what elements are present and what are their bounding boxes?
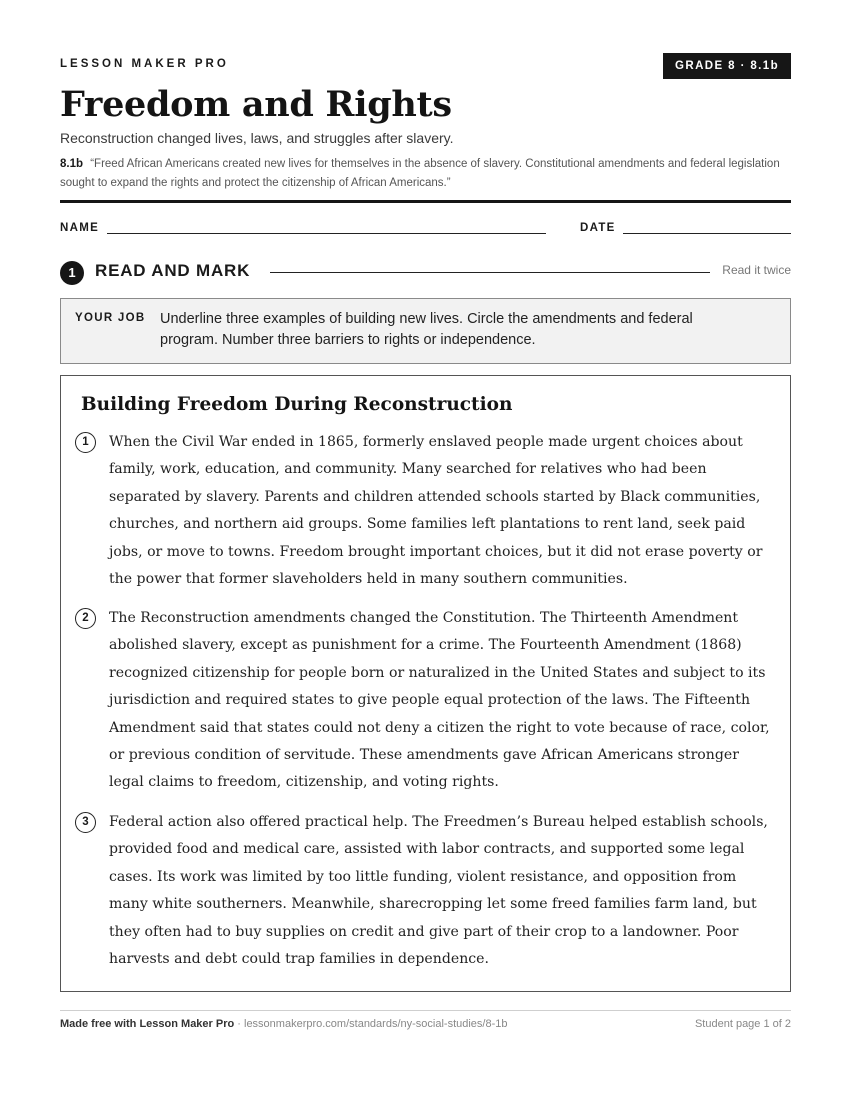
section-number-badge: 1: [60, 261, 84, 285]
paragraph-number: 2: [75, 608, 96, 629]
reading-title: Building Freedom During Reconstruction: [81, 394, 513, 415]
instructions-text: Underline three examples of building new lives. Circle the amendments and federal program. Number three barriers to rights or independence.: [160, 311, 693, 348]
reading-passage: [60, 375, 791, 992]
header-divider: [60, 200, 791, 203]
instructions-label: YOUR JOB: [75, 312, 146, 324]
paragraph-text[interactable]: Federal action also offered practical help. The Freedmen’s Bureau helped establish schools, provided food and medical care, assisted with labor contracts, and supported some legal cases. Its work was limited by too little funding, violent resistance, and opposition from many white southerners. Meanwhile, sharecropping let some freed families farm land, but they often had to buy supplies on credit and give part of their crop to a landowner. Poor harvests and debt could trap families in dependence.: [109, 814, 768, 968]
section-divider: [270, 272, 710, 273]
standard-statement: [60, 155, 791, 192]
paragraph-number: 3: [75, 812, 96, 833]
paragraph-number: 1: [75, 432, 96, 453]
paragraph-text[interactable]: When the Civil War ended in 1865, formerly enslaved people made urgent choices about family, work, education, and community. Many searched for relatives who had been separated by slavery. Parents and children attended schools started by Black communities, churches, and northern aid groups. Some families left plantations to rent land, seek paid jobs, or move to towns. Freedom brought important choices, but it did not erase poverty or the power that former slaveholders held in many southern communities.: [109, 434, 763, 588]
date-label: DATE: [580, 222, 616, 234]
standard-text: “Freed African Americans created new lives for themselves in the absence of slavery. Constitutional amendments and federal legislation sought to expand the rights and protect the citizenship of African Americans.”: [60, 158, 780, 189]
grade-badge: GRADE 8 · 8.1b: [663, 53, 791, 79]
footer-divider: [60, 1010, 791, 1011]
section-title: READ AND MARK: [95, 261, 251, 280]
date-field[interactable]: [623, 233, 791, 234]
page-title: Freedom and Rights: [60, 84, 452, 125]
name-label: NAME: [60, 222, 100, 234]
section-note: Read it twice: [722, 263, 791, 277]
footer-url[interactable]: · lessonmakerpro.com/standards/ny-social-studies/8-1b: [234, 1018, 508, 1030]
name-field[interactable]: [107, 233, 546, 234]
footer-credit: [60, 1018, 508, 1030]
footer-made-with: Made free with Lesson Maker Pro: [60, 1018, 235, 1030]
paragraph-text[interactable]: The Reconstruction amendments changed the Constitution. The Thirteenth Amendment abolished slavery, except as punishment for a crime. The Fourteenth Amendment (1868) recognized citizenship for people born or naturalized in the United States and subject to its jurisdiction and required states to give people equal protection of the laws. The Fifteenth Amendment said that states could not deny a citizen the right to vote because of race, color, or previous condition of servitude. These amendments gave African Americans stronger legal claims to freedom, citizenship, and voting rights.: [109, 610, 770, 791]
page-indicator: Student page 1 of 2: [694, 1018, 791, 1030]
page-subtitle: Reconstruction changed lives, laws, and struggles after slavery.: [60, 130, 454, 146]
standard-code: 8.1b: [60, 158, 84, 170]
instructions-box: [60, 298, 791, 364]
brand-name: LESSON MAKER PRO: [60, 58, 229, 70]
